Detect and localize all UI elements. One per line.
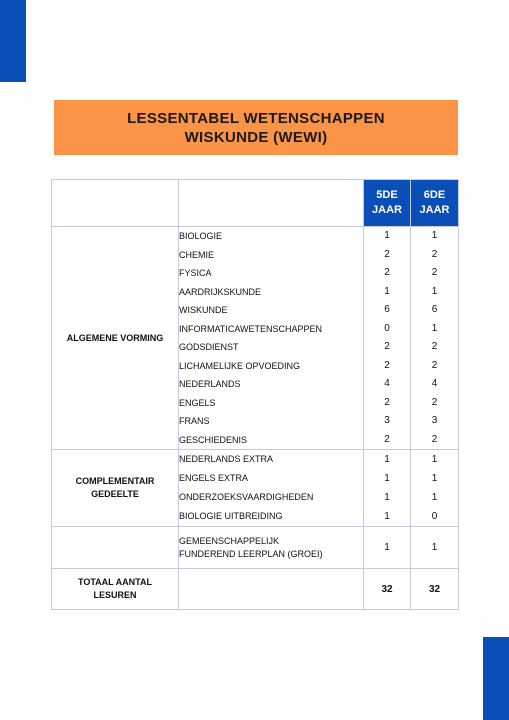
subject-list [179,450,364,527]
hours-value: 1 [411,527,459,569]
category-label: COMPLEMENTAIR GEDEELTE [52,450,179,527]
subject-list [179,227,364,450]
hours-value: 6 [384,304,390,315]
subject-name: CHEMIE [179,249,215,260]
hours-value: 2 [384,396,390,408]
hours-value: 4 [431,378,438,389]
hours-value: 1 [431,285,438,297]
subject-name: AARDRIJKSKUNDE [179,286,262,297]
lessentabel [51,179,459,610]
category-label: ALGEMENE VORMING [52,227,179,450]
subject-name: FYSICA [179,268,212,278]
subject-name: LICHAMELIJKE OPVOEDING [179,360,301,371]
hours-value: 2 [431,341,438,352]
hours-value: 2 [431,396,438,408]
subject-name: NEDERLANDS [179,379,241,389]
hours-value: 1 [431,454,438,465]
header-row [52,180,459,227]
subject-name: WISKUNDE [179,305,228,315]
hours-value: 1 [431,473,438,484]
total-label: TOTAAL AANTAL LESUREN [52,569,179,610]
title-banner [54,100,458,155]
header-year-6: 6DE JAAR [411,180,459,227]
total-year-5: 32 [364,569,411,610]
hours-value: 1 [384,492,390,503]
section-algemene-vorming [52,227,459,450]
title-line-2: WISKUNDE (WEWI) [184,128,328,146]
hours-value: 1 [384,454,390,465]
header-blank-1 [52,180,179,227]
subject-name: GODSDIENST [179,342,239,352]
header-year-5: 5DE JAAR [364,180,411,227]
hours-value: 2 [431,433,438,445]
total-year-6: 32 [411,569,459,610]
hours-value: 3 [384,415,390,426]
subject-name: ENGELS [179,397,216,408]
hours-value: 2 [384,433,390,445]
subject-name: ONDERZOEKSVAARDIGHEDEN [179,492,314,502]
hours-value: 1 [384,511,390,522]
subject-name: GEMEENSCHAPPELIJK FUNDEREND LEERPLAN (GROEI) [179,527,364,569]
hours-value: 0 [431,511,438,522]
hours-value: 2 [384,359,390,371]
subject-name: GESCHIEDENIS [179,434,248,445]
hours-value: 1 [431,322,438,334]
hours-value: 2 [431,248,438,260]
header-blank-2 [179,180,364,227]
hours-value: 2 [431,359,438,371]
blue-accent-bar-top [0,0,26,82]
title-line-1: LESSENTABEL WETENSCHAPPEN [127,109,385,127]
hours-value: 2 [384,341,390,352]
subject-name: BIOLOGIE [179,231,223,241]
hours-year-6 [411,450,459,527]
hours-value: 1 [364,527,411,569]
hours-value: 1 [384,230,390,241]
total-blank [179,569,364,610]
category-blank [52,527,179,569]
subject-name: INFORMATICAWETENSCHAPPEN [179,323,323,334]
hours-value: 6 [431,304,438,315]
subject-name: NEDERLANDS EXTRA [179,454,274,464]
hours-value: 2 [431,267,438,278]
hours-value: 2 [384,248,390,260]
hours-value: 1 [431,230,438,241]
hours-value: 3 [431,415,438,426]
subject-name: ENGELS EXTRA [179,473,249,483]
section-complementair-gedeelte [52,450,459,527]
hours-year-5 [364,450,411,527]
hours-value: 2 [384,267,390,278]
row-totaal [52,569,459,610]
subject-name: BIOLOGIE UITBREIDING [179,511,283,521]
hours-year-6 [411,227,459,450]
hours-value: 1 [384,473,390,484]
hours-value: 0 [384,322,390,334]
hours-value: 4 [384,378,390,389]
blue-accent-bar-bottom [483,637,509,720]
hours-value: 1 [431,492,438,503]
hours-value: 1 [384,285,390,297]
subject-name: FRANS [179,416,210,426]
row-groei [52,527,459,569]
hours-year-5 [364,227,411,450]
